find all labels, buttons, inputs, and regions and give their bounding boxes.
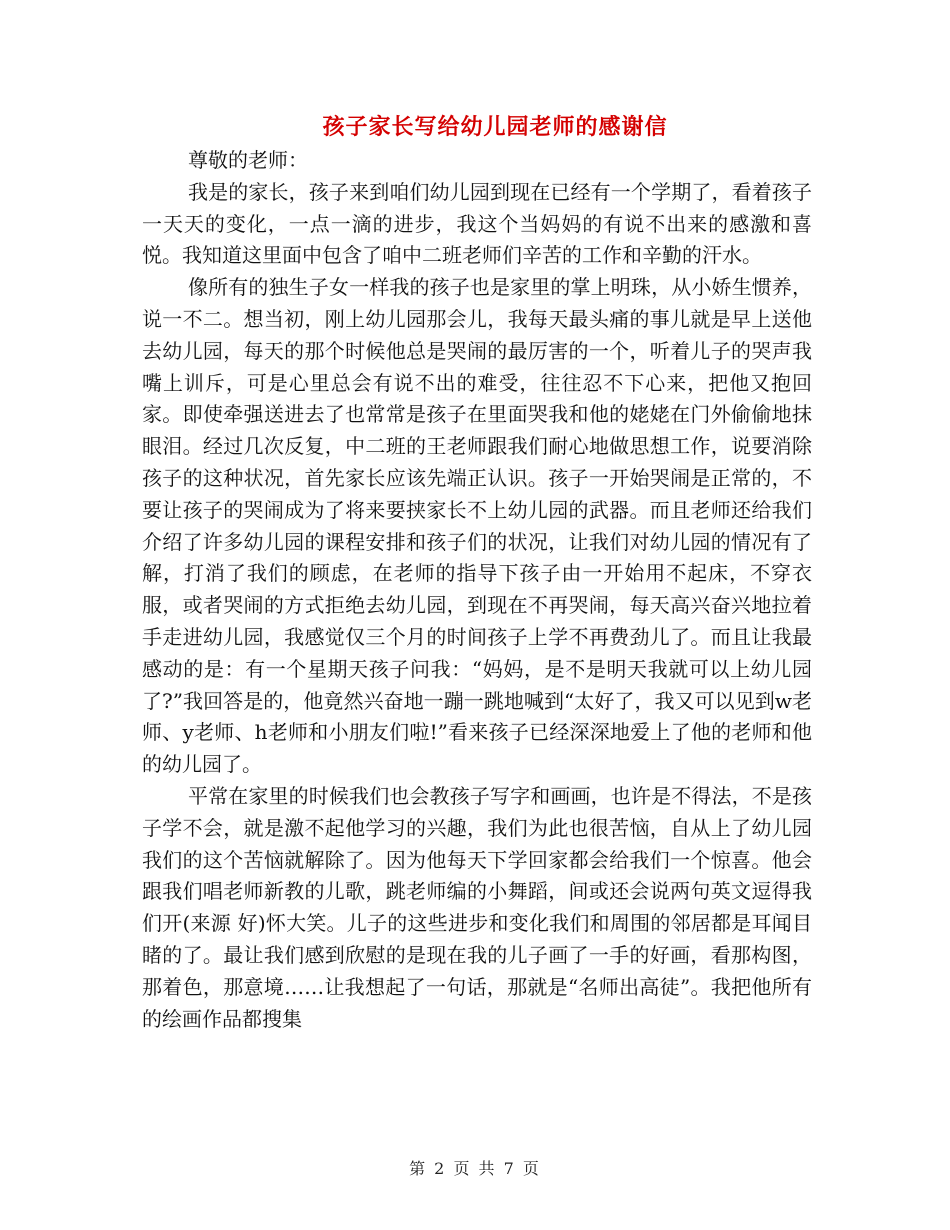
paragraph-3: 平常在家里的时候我们也会教孩子写字和画画，也许是不得法，不是孩子学不会，就是激不起他学习的兴趣，我们为此也很苦恼，自从上了幼儿园我们的这个苦恼就解除了。因为他每天下学回家都会给我们一个惊喜。他会跟我们唱老师新教的儿歌，跳老师编的小舞蹈，间或还会说两句英文逗得我们开(来源 好)怀大笑。儿子的这些进步和变化我们和周围的邻居都是耳闻目睹的了。最让我们感到欣慰的是现在我的儿子画了一手的好画，看那构图，那着色，那意境……让我想起了一句话，那就是“名师出高徒”。我把他所有的绘画作品都搜集 — [142, 783, 812, 1031]
letter-body — [142, 145, 812, 1035]
paragraph-2: 像所有的独生子女一样我的孩子也是家里的掌上明珠，从小娇生惯养，说一不二。想当初，刚上幼儿园那会儿，我每天最头痛的事儿就是早上送他去幼儿园，每天的那个时候他总是哭闹的最厉害的一个，听着儿子的哭声我嘴上训斥，可是心里总会有说不出的难受，往往忍不下心来，把他又抱回家。即使牵强送进去了也常常是孩子在里面哭我和他的姥姥在门外偷偷地抹眼泪。经过几次反复，中二班的王老师跟我们耐心地做思想工作，说要消除孩子的这种状况，首先家长应该先端正认识。孩子一开始哭闹是正常的，不要让孩子的哭闹成为了将来要挟家长不上幼儿园的武器。而且老师还给我们介绍了许多幼儿园的课程安排和孩子们的状况，让我们对幼儿园的情况有了解，打消了我们的顾虑，在老师的指导下孩子由一开始用不起床，不穿衣服，或者哭闹的方式拒绝去幼儿园，到现在不再哭闹，每天高兴奋兴地拉着手走进幼儿园，我感觉仅三个月的时间孩子上学不再费劲儿了。而且让我最感动的是：有一个星期天孩子问我：“妈妈，是不是明天我就可以上幼儿园了?”我回答是的，他竟然兴奋地一蹦一跳地喊到“太好了，我又可以见到w老师、y老师、h老师和小朋友们啦!”看来孩子已经深深地爱上了他的老师和他的幼儿园了。 — [142, 275, 812, 777]
page-number-footer: 第 2 页 共 7 页 — [409, 1159, 541, 1178]
document-title: 孩子家长写给幼儿园老师的感谢信 — [322, 114, 668, 140]
letter-greeting: 尊敬的老师： — [188, 148, 308, 172]
paragraph-1: 我是的家长，孩子来到咱们幼儿园到现在已经有一个学期了，看着孩子一天天的变化，一点一滴的进步，我这个当妈妈的有说不出来的感激和喜悦。我知道这里面中包含了咱中二班老师们辛苦的工作和辛勤的汗水。 — [142, 179, 812, 268]
